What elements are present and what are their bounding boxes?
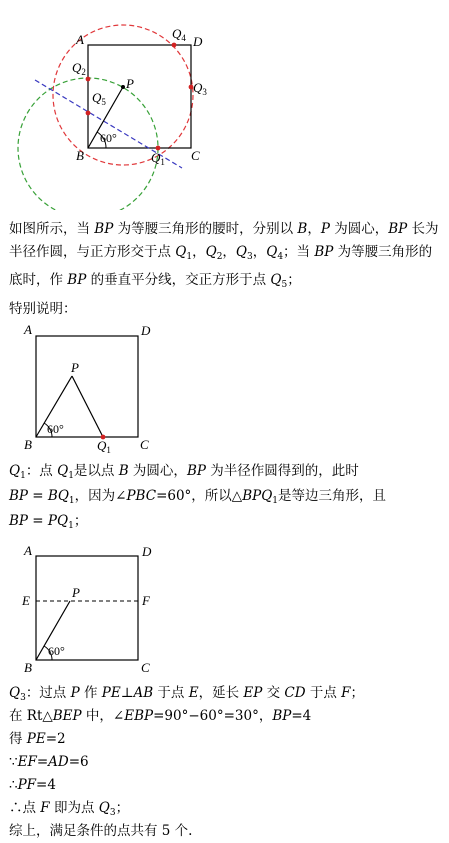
q1-line-2: BP = $BQ_1$，因为∠PBC=60°，所以$\triangle BPQ_1$是等边三角形，且 — [9, 488, 386, 506]
q3-line-2: 在 Rt△BEP 中，∠EBP=90°−60°=30°，BP=4 — [9, 708, 312, 724]
q3-line-6: ∴点 F 即为点 $Q_3$； — [9, 800, 130, 818]
special-note: 特别说明： — [9, 301, 77, 317]
label-d: D — [193, 34, 203, 49]
label-q3: $Q_3$ — [193, 80, 207, 97]
point-q2 — [86, 77, 91, 82]
label-q5: $Q_5$ — [92, 90, 106, 107]
segment-pq1 — [72, 376, 103, 437]
explanation-paragraph: 如图所示，当 BP 为等腰三角形的腰时，分别以 B，P 为圆心，BP 长为半径作圆，与正方形交于点 $Q_1$，$Q_2$，$Q_3$，$Q_4$；当 BP 为等腰三角形的底时，作 BP 的垂直平分线，交正方形于点 $Q_5$； — [9, 221, 439, 290]
figure-3-diagram — [0, 540, 449, 675]
label-p: P — [72, 585, 80, 600]
label-q1: $Q_1$ — [97, 438, 111, 455]
label-b: B — [76, 148, 84, 163]
point-q5 — [86, 111, 91, 116]
q3-line-5: ∴PF=4 — [9, 777, 56, 793]
label-a: A — [76, 32, 84, 47]
label-f: F — [142, 593, 150, 608]
label-angle: 60° — [100, 131, 117, 145]
label-d: D — [142, 544, 152, 559]
q3-line-3: 得 PE=2 — [9, 731, 66, 747]
label-d: D — [141, 323, 151, 338]
label-p: P — [71, 360, 79, 375]
label-angle: 60° — [48, 644, 65, 658]
conclusion: 综上，满足条件的点共有 5 个. — [9, 823, 193, 839]
figure-1-diagram — [0, 0, 449, 210]
point-q4 — [172, 43, 177, 48]
label-c: C — [191, 148, 200, 163]
label-c: C — [141, 660, 150, 675]
point-p — [121, 85, 125, 89]
label-q4: $Q_4$ — [172, 26, 186, 43]
label-c: C — [140, 437, 149, 452]
figure-2-diagram — [0, 320, 449, 455]
label-b: B — [24, 660, 32, 675]
label-b: B — [24, 437, 32, 452]
q3-line-1: $Q_3$：过点 P 作 PE⊥AB 于点 E，延长 EP 交 CD 于点 F； — [9, 685, 365, 703]
label-q2: $Q_2$ — [72, 60, 86, 77]
label-a: A — [24, 543, 32, 558]
label-q1: $Q_1$ — [151, 150, 165, 167]
q1-line-1: $Q_1$：点 $Q_1$是以点 B 为圆心，BP 为半径作圆得到的，此时 — [9, 463, 359, 481]
label-angle: 60° — [47, 422, 64, 436]
q1-line-3: BP = $PQ_1$； — [9, 513, 88, 531]
label-a: A — [24, 322, 32, 337]
label-e: E — [22, 593, 30, 608]
q3-line-4: ∵EF=AD=6 — [9, 754, 89, 770]
label-p: P — [126, 76, 134, 91]
